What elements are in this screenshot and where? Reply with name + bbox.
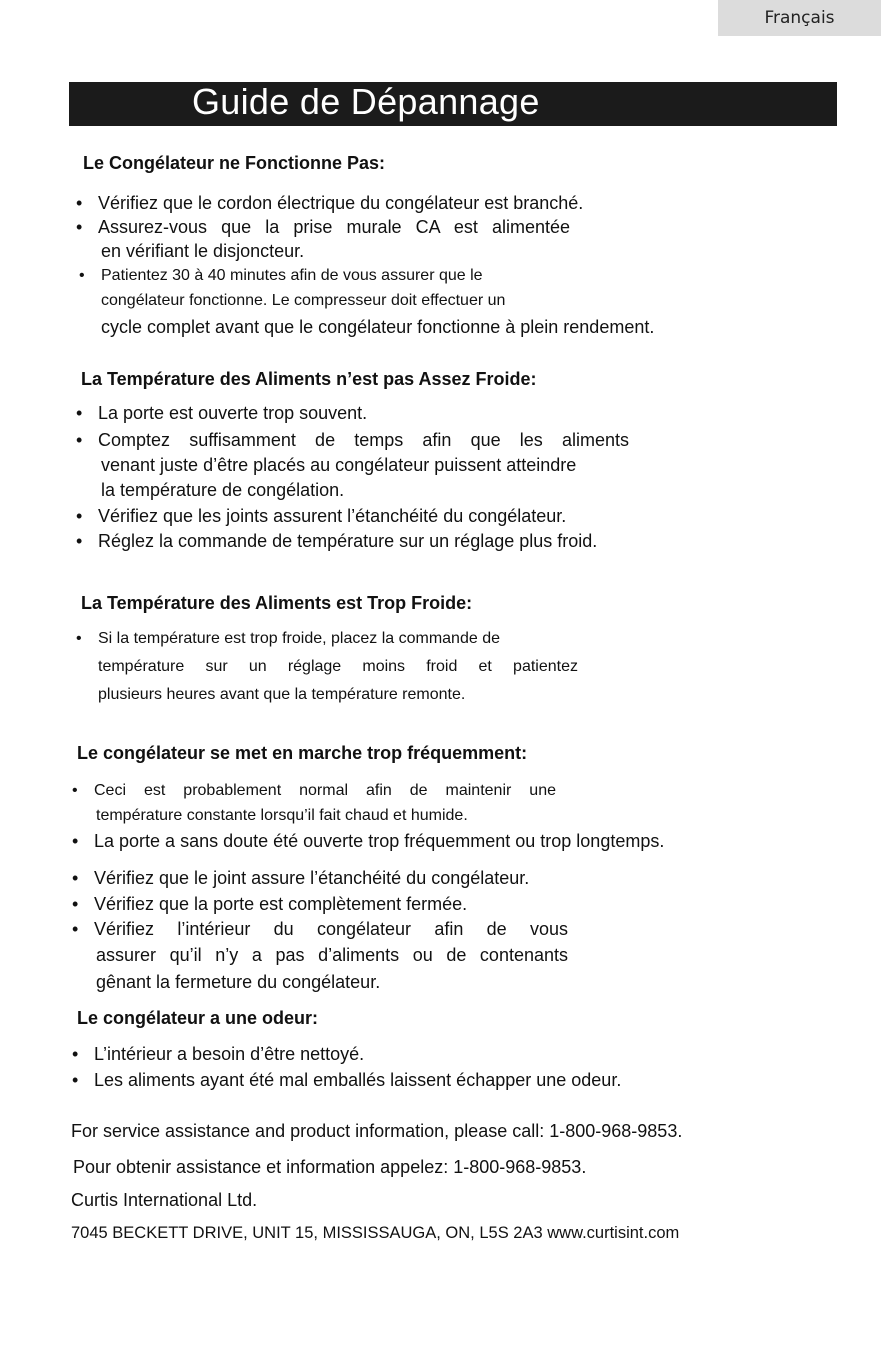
section-heading-runs-too-often: Le congélateur se met en marche trop fréquemment: [77,743,528,763]
list-item-continuation: température constante lorsqu’il fait chaud et humide. [96,807,468,824]
list-item: • Vérifiez que la porte est complètement fermée. [94,893,467,915]
list-item: • Patientez 30 à 40 minutes afin de vous assurer que le [101,265,483,287]
list-item: • Réglez la commande de température sur un réglage plus froid. [98,530,597,552]
list-item-continuation: cycle complet avant que le congélateur fonctionne à plein rendement. [101,317,655,337]
list-item-continuation: plusieurs heures avant que la température remonte. [98,686,466,703]
page-title: Guide de Dépannage [192,81,540,122]
company-name: Curtis International Ltd. [71,1190,258,1210]
section-heading-too-cold: La Température des Aliments est Trop Froide: [81,593,473,613]
list-item: • Vérifiez que les joints assurent l’étanchéité du congélateur. [98,505,566,527]
list-item: • Comptez suffisamment de temps afin que les aliments [98,429,629,451]
title-bar [69,82,837,126]
list-item: • Vérifiez que le joint assure l’étanchéité du congélateur. [94,867,529,889]
list-item: • Les aliments ayant été mal emballés laissent échapper une odeur. [94,1069,621,1091]
list-item: • Vérifiez que le cordon électrique du congélateur est branché. [98,192,583,214]
section-heading-not-working: Le Congélateur ne Fonctionne Pas: [83,153,386,173]
list-item-continuation: venant juste d’être placés au congélateur puissent atteindre [101,455,577,475]
list-item: • Ceci est probablement normal afin de maintenir une [94,780,556,802]
list-item: • La porte a sans doute été ouverte trop fréquemment ou trop longtemps. [94,830,664,852]
section-heading-odor: Le congélateur a une odeur: [77,1008,319,1028]
list-item-continuation: gênant la fermeture du congélateur. [96,972,381,992]
language-tab: Français [718,0,881,36]
list-item-continuation: température sur un réglage moins froid et patientez [98,658,578,675]
list-item: • La porte est ouverte trop souvent. [98,402,367,424]
service-info-en: For service assistance and product information, please call: 1-800-968-9853. [71,1121,683,1141]
company-address: 7045 BECKETT DRIVE, UNIT 15, MISSISSAUGA, ON, L5S 2A3 www.curtisint.com [71,1224,680,1242]
list-item-continuation: en vérifiant le disjoncteur. [101,241,305,261]
list-item-continuation: congélateur fonctionne. Le compresseur doit effectuer un [101,292,506,309]
list-item: • Si la température est trop froide, placez la commande de [98,628,500,650]
section-heading-not-cold-enough: La Température des Aliments n’est pas Assez Froide: [81,369,537,389]
list-item: • L’intérieur a besoin d’être nettoyé. [94,1043,364,1065]
list-item: • Assurez-vous que la prise murale CA est alimentée [98,216,570,238]
service-info-fr: Pour obtenir assistance et information appelez: 1-800-968-9853. [73,1157,587,1177]
list-item: • Vérifiez l’intérieur du congélateur afin de vous [94,918,568,940]
list-item-continuation: assurer qu’il n’y a pas d’aliments ou de contenants [96,945,568,965]
list-item-continuation: la température de congélation. [101,480,345,500]
